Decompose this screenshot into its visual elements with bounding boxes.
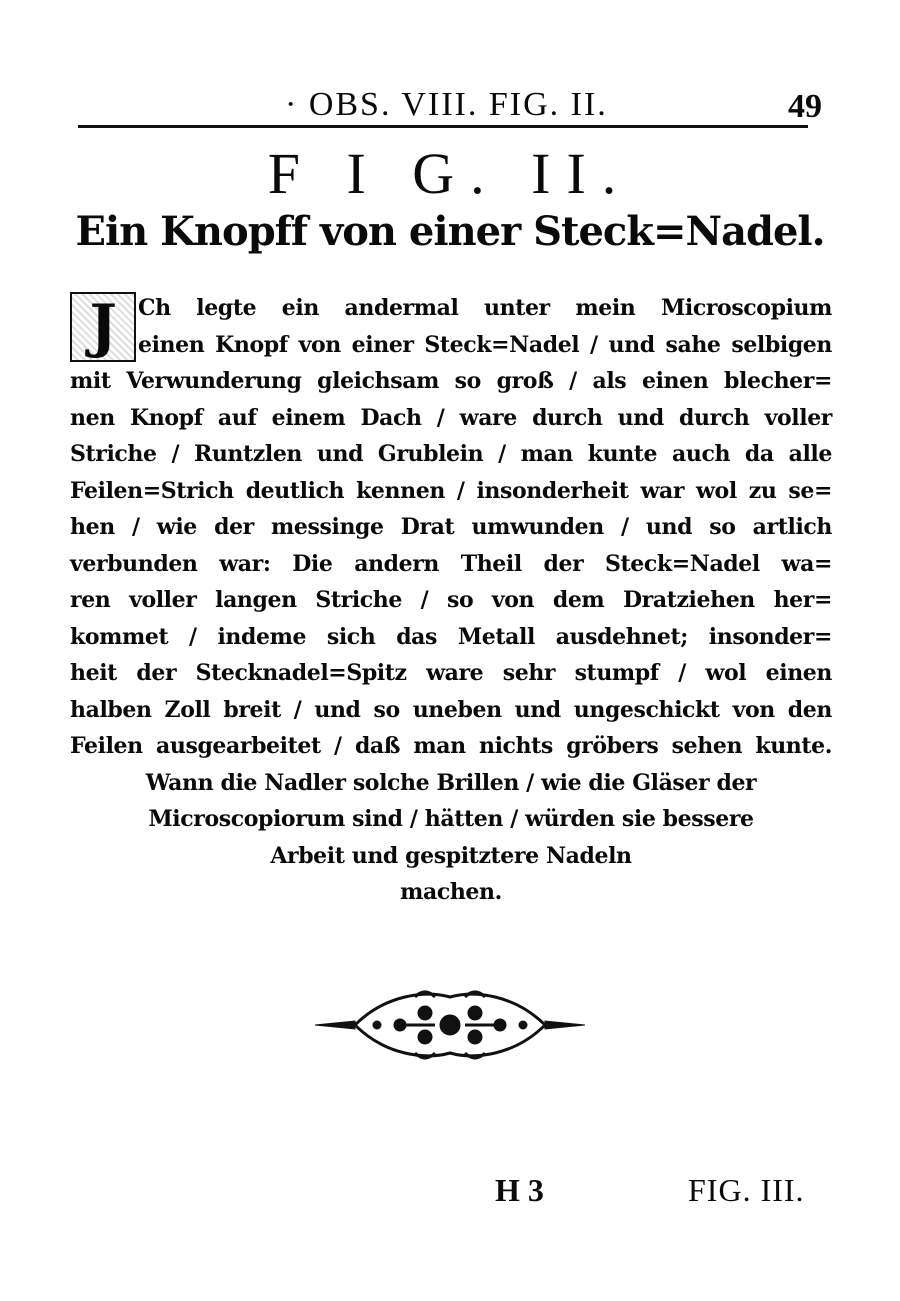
body-line: Ch legte ein andermal unter mein Microscopium [138,295,832,321]
body-line: halben Zoll breit / und so uneben und ungeschickt von den [70,696,832,723]
running-head: · OBS. VIII. FIG. II. [285,86,608,123]
body-line: nen Knopf auf einem Dach / ware durch und durch voller [70,404,832,431]
body-line: ren voller langen Striche / so von dem Dratziehen her= [70,587,832,613]
body-line: einen Knopf von einer Steck=Nadel / und sahe selbigen [138,331,832,358]
tail-line: Microscopiorum sind / hätten / würden sie bessere [148,806,754,832]
figure-subtitle: Ein Knopff von einer Steck=Nadel. [75,208,825,255]
signature-mark: H 3 [495,1172,544,1208]
body-line: Feilen=Strich deutlich kennen / insonderheit war wol zu se= [70,477,832,504]
figure-title: F I G. II. [267,141,633,206]
body-line: mit Verwunderung gleichsam so groß / als einen blecher= [70,368,832,394]
body-line: verbunden war: Die andern Theil der Steck=Nadel wa= [70,550,832,577]
tail-line: Wann die Nadler solche Brillen / wie die Gläser der [145,769,757,796]
body-line: kommet / indeme sich das Metall ausdehnet; insonder= [70,623,832,650]
body-line: Feilen ausgearbeitet / daß man nichts gröbers sehen kunte. [70,733,832,759]
tailpiece-ornament-icon [315,985,585,1069]
drop-cap: J [70,292,136,362]
page-number: 49 [788,88,822,125]
tail-line: machen. [400,879,502,905]
header-rule [78,125,808,128]
body-line: heit der Stecknadel=Spitz ware sehr stumpf / wol einen [70,660,832,686]
body-line: hen / wie der messinge Drat umwunden / und so artlich [70,514,832,540]
body-line: Striche / Runtzlen und Grublein / man kunte auch da alle [70,441,832,467]
catchword: FIG. III. [688,1172,805,1208]
body-text [70,290,832,911]
tail-line: Arbeit und gespitztere Nadeln [270,842,632,869]
